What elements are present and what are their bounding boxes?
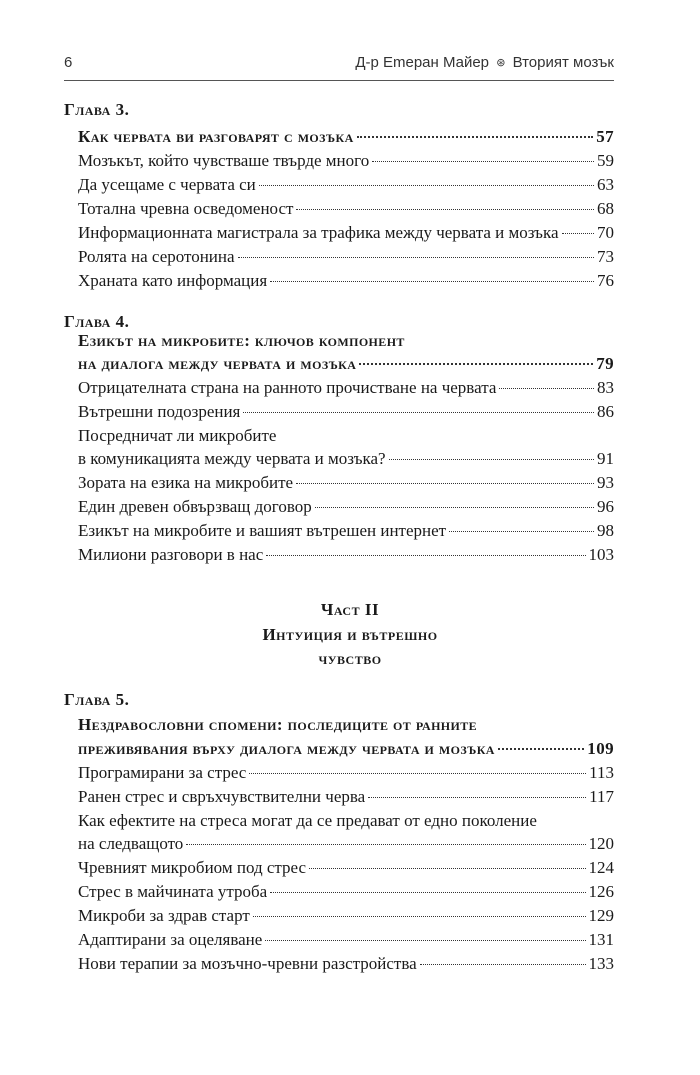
toc-entry[interactable]	[78, 198, 614, 220]
entry-title: Мозъкът, който чувстваше твърде много	[78, 151, 370, 170]
running-title	[355, 54, 614, 71]
dot-leader	[372, 161, 594, 162]
entry-title: Нови терапии за мозъчно-чревни разстройства	[78, 954, 417, 973]
dot-leader	[238, 257, 594, 258]
toc-entry[interactable]	[78, 448, 614, 470]
entry-page: 120	[588, 834, 614, 853]
entry-page: 63	[597, 175, 614, 194]
dot-leader	[186, 844, 585, 845]
entry-title: Ранен стрес и свръхчувствителни черва	[78, 787, 366, 806]
toc-entry[interactable]	[78, 786, 614, 808]
entry-title: Храната като информация	[78, 271, 268, 290]
toc-entry[interactable]	[78, 520, 614, 542]
entry-title: Езикът на микробите и вашият вътрешен интернет	[78, 521, 447, 540]
toc-entry[interactable]	[78, 857, 614, 879]
entry-title: Отрицателната страна на ранното прочистване на червата	[78, 378, 497, 397]
entry-title: Как червата ви разговарят с мозъка	[78, 127, 354, 146]
dot-leader	[296, 209, 594, 210]
entry-page: 129	[588, 906, 614, 925]
toc-entry[interactable]	[78, 762, 614, 784]
book-title: Вторият мозък	[512, 54, 614, 71]
entry-title: Вътрешни подозрения	[78, 402, 241, 421]
entry-page: 70	[597, 223, 614, 242]
dot-leader	[359, 363, 593, 365]
dot-leader	[243, 412, 594, 413]
dot-leader	[449, 531, 594, 532]
part-2-label: Част II	[320, 600, 380, 619]
entry-title: в комуникацията между червата и мозъка?	[78, 449, 386, 468]
entry-title: Милиони разговори в нас	[78, 545, 264, 564]
entry-page: 76	[597, 271, 614, 290]
entry-page: 126	[588, 882, 614, 901]
dot-leader	[368, 797, 586, 798]
entry-title: Програмирани за стрес	[78, 763, 247, 782]
toc-entry[interactable]	[78, 174, 614, 196]
part-2-title-line2: чувство	[318, 649, 382, 668]
chapter-5-label: Глава 5.	[64, 690, 130, 709]
toc-entry[interactable]	[78, 929, 614, 951]
entry-title: Адаптирани за оцеляване	[78, 930, 263, 949]
toc-entry[interactable]	[78, 377, 614, 399]
entry-page: 98	[597, 521, 614, 540]
separator-icon: ⊛	[496, 57, 506, 69]
page-number: 6	[64, 54, 73, 71]
entry-page: 133	[588, 954, 614, 973]
entry-title: Тотална чревна осведоменост	[78, 199, 294, 218]
entry-page: 59	[597, 151, 614, 170]
dot-leader	[249, 773, 586, 774]
toc-entry[interactable]	[78, 270, 614, 292]
toc-entry[interactable]	[78, 246, 614, 268]
toc-entry-line1: Как ефектите на стреса могат да се предават от едно поколение	[78, 811, 537, 830]
dot-leader	[389, 459, 594, 460]
toc-entry-chapter-5-title[interactable]	[78, 738, 614, 760]
entry-page: 96	[597, 497, 614, 516]
toc-entry[interactable]	[78, 544, 614, 566]
dot-leader	[562, 233, 594, 234]
dot-leader	[357, 136, 594, 138]
toc-entry[interactable]	[78, 222, 614, 244]
chapter-3-label: Глава 3.	[64, 100, 130, 119]
entry-page: 57	[596, 127, 614, 146]
toc-entry[interactable]	[78, 881, 614, 903]
entry-title: Микроби за здрав старт	[78, 906, 250, 925]
dot-leader	[265, 940, 585, 941]
entry-page: 93	[597, 473, 614, 492]
entry-page: 117	[589, 787, 614, 806]
dot-leader	[266, 555, 585, 556]
entry-title: Информационната магистрала за трафика между червата и мозъка	[78, 223, 559, 242]
entry-page: 79	[596, 354, 614, 373]
page-header	[64, 54, 614, 74]
entry-title: Зората на езика на микробите	[78, 473, 294, 492]
entry-title: Да усещаме с червата си	[78, 175, 256, 194]
entry-title: на диалога между червата и мозъка	[78, 354, 357, 373]
toc-entry-chapter-4-title[interactable]	[78, 353, 614, 375]
toc-entry[interactable]	[78, 150, 614, 172]
entry-page: 86	[597, 402, 614, 421]
entry-page: 109	[587, 739, 614, 758]
dot-leader	[259, 185, 594, 186]
toc-entry[interactable]	[78, 472, 614, 494]
dot-leader	[315, 507, 594, 508]
toc-entry[interactable]	[78, 496, 614, 518]
entry-page: 124	[588, 858, 614, 877]
chapter-4-title-line1: Езикът на микробите: ключов компонент	[78, 331, 405, 350]
toc-entry-chapter-3-title[interactable]	[78, 126, 614, 148]
entry-title: Стрес в майчината утроба	[78, 882, 268, 901]
dot-leader	[270, 892, 585, 893]
dot-leader	[270, 281, 594, 282]
entry-page: 113	[589, 763, 614, 782]
dot-leader	[499, 388, 594, 389]
dot-leader	[253, 916, 586, 917]
entry-title: Чревният микробиом под стрес	[78, 858, 307, 877]
entry-page: 83	[597, 378, 614, 397]
chapter-5-title-line1: Нездравословни спомени: последиците от ранните	[78, 715, 478, 734]
dot-leader	[498, 748, 584, 750]
header-rule	[64, 80, 614, 81]
entry-page: 73	[597, 247, 614, 266]
toc-entry[interactable]	[78, 833, 614, 855]
entry-page: 131	[588, 930, 614, 949]
toc-entry-line1: Посредничат ли микробите	[78, 426, 277, 445]
entry-title: на следващото	[78, 834, 184, 853]
chapter-4-label: Глава 4.	[64, 312, 130, 331]
entry-title: Ролята на серотонина	[78, 247, 235, 266]
author-name: Д-р Еmеран Майер	[355, 54, 490, 71]
dot-leader	[309, 868, 585, 869]
part-2-title-line1: Интуиция и вътрешно	[262, 625, 438, 644]
entry-page: 68	[597, 199, 614, 218]
entry-page: 91	[597, 449, 614, 468]
entry-title: преживявания върху диалога между червата и мозъка	[78, 739, 495, 758]
toc-entry[interactable]	[78, 905, 614, 927]
toc-entry[interactable]	[78, 401, 614, 423]
toc-entry[interactable]	[78, 953, 614, 975]
dot-leader	[296, 483, 594, 484]
entry-page: 103	[588, 545, 614, 564]
entry-title: Един древен обвързващ договор	[78, 497, 312, 516]
dot-leader	[420, 964, 586, 965]
